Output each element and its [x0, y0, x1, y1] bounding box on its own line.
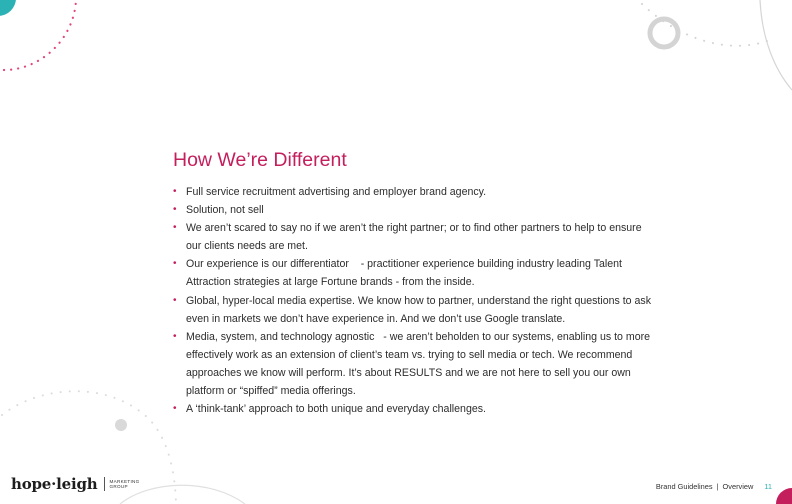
main-content	[173, 148, 653, 418]
list-item	[173, 183, 653, 201]
gray-dotted-arc-top	[642, 4, 770, 46]
gray-thin-arc	[760, 0, 792, 90]
footer-section: Brand Guidelines	[655, 482, 713, 491]
list-item	[173, 400, 653, 418]
list-item-text: Global, hyper-local media expertise. We know how to partner, understand the right questions to ask even in markets we don’t have experience in. And we don’t use Google translate.	[186, 294, 652, 325]
bullet-dot-icon: •	[173, 258, 177, 270]
list-item-text: Full service recruitment advertising and employer brand agency.	[186, 186, 487, 198]
list-item-text: Our experience is our differentiator - practitioner experience building industry leading Talent Attraction strategies at large Fortune brands - from the inside.	[186, 258, 625, 289]
footer-subsection: Overview	[722, 482, 754, 491]
bullet-dot-icon: •	[173, 204, 177, 216]
list-item	[173, 255, 653, 291]
pink-dotted-arc	[4, 0, 76, 70]
logo-subtitle: MARKETING GROUP	[109, 478, 140, 489]
list-item-text: Media, system, and technology agnostic - we aren’t beholden to our systems, enabling us to more effectively work as an extension of client’s team vs. trying to sell media or tech. We recommend approaches we know will perform. It’s about RESULTS and we are not here to sell you our own platform or “spiffed” media offerings.	[186, 330, 653, 398]
bullet-dot-icon: •	[173, 330, 177, 342]
company-logo	[11, 474, 140, 494]
list-item	[173, 219, 653, 255]
list-item-text: A ‘think-tank’ approach to both unique and everyday challenges.	[186, 403, 486, 416]
page-footer	[656, 482, 772, 491]
list-item	[173, 292, 653, 328]
page-number: 11	[764, 482, 772, 491]
footer-separator: |	[716, 482, 719, 491]
list-item	[173, 328, 653, 400]
bullet-list	[173, 183, 653, 418]
bullet-dot-icon: •	[173, 403, 177, 415]
logo-wordmark: hope·leigh	[11, 475, 98, 493]
logo-divider	[104, 477, 105, 491]
page-title: How We’re Different	[173, 149, 347, 171]
gray-ring	[650, 19, 678, 47]
list-item	[173, 201, 653, 219]
gray-dot	[115, 419, 127, 431]
bullet-dot-icon: •	[173, 186, 177, 197]
list-item-text: Solution, not sell	[186, 204, 264, 217]
teal-corner-circle	[0, 0, 16, 16]
list-item-text: We aren’t scared to say no if we aren’t the right partner; or to find other partners to help to ensure our clients needs are met.	[186, 222, 642, 253]
bullet-dot-icon: •	[173, 294, 177, 306]
pink-corner-circle	[776, 488, 792, 504]
bullet-dot-icon: •	[173, 222, 177, 234]
